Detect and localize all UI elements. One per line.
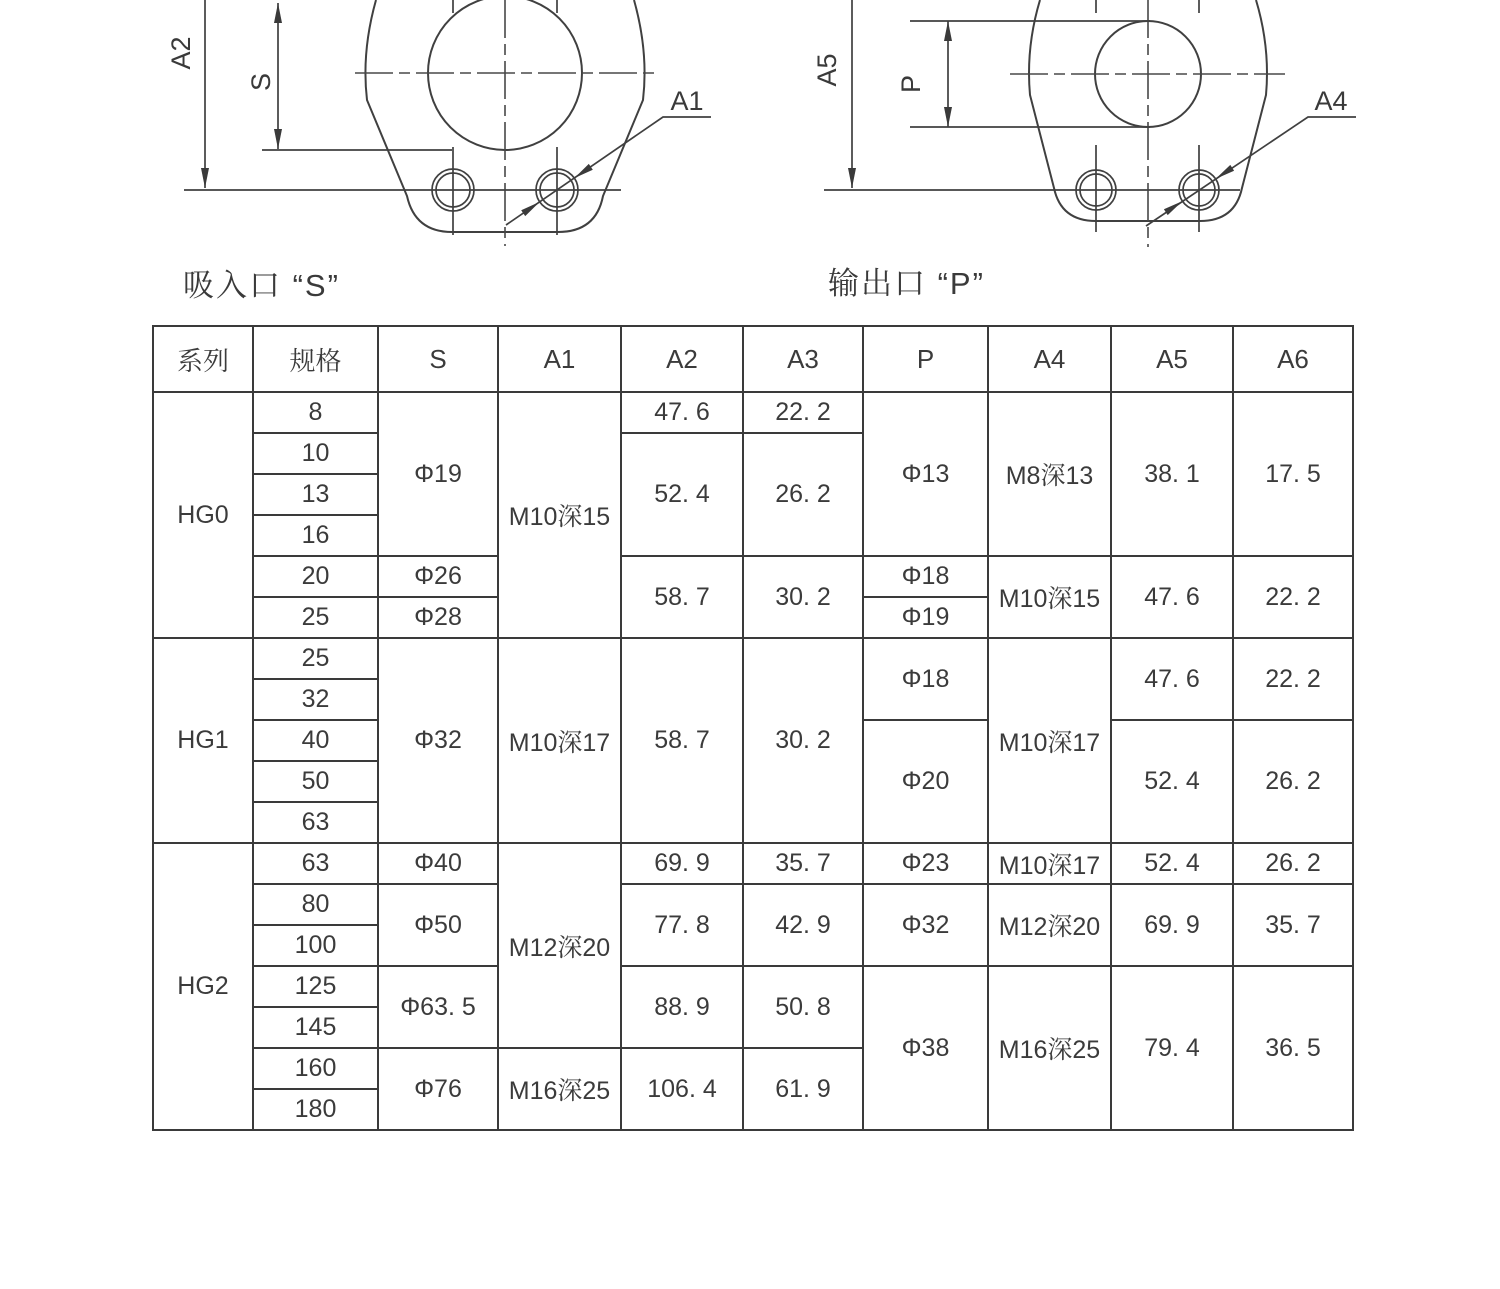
table-cell: Φ19 [378,392,498,556]
suction-port-caption: 吸入口 “S” [183,268,340,303]
column-header: S [378,326,498,392]
dimension-a2 [166,0,209,188]
table-body [153,392,1353,1130]
table-cell: 52. 4 [1111,843,1233,884]
table-cell: 160 [253,1048,378,1089]
output-port-drawing [812,0,1356,247]
dim-label-p: P [896,74,926,94]
table-row [153,638,1353,679]
table-cell: 13 [253,474,378,515]
bolt-hole-left [432,147,474,235]
table-cell: 36. 5 [1233,966,1353,1130]
column-header: A5 [1111,326,1233,392]
table-cell: 17. 5 [1233,392,1353,556]
dimension-p [896,21,952,127]
column-header: A4 [988,326,1111,392]
table-cell: 180 [253,1089,378,1130]
table-cell: M10深17 [498,638,621,843]
table-cell: Φ63. 5 [378,966,498,1048]
table-cell: Φ76 [378,1048,498,1130]
table-cell: 47. 6 [621,392,743,433]
table-cell: 52. 4 [1111,720,1233,843]
table-cell: 26. 2 [1233,720,1353,843]
table-cell: 22. 2 [1233,556,1353,638]
output-port-caption: 输出口 “P” [828,266,985,301]
table-cell: Φ18 [863,556,988,597]
table-cell: 25 [253,597,378,638]
table-cell: 20 [253,556,378,597]
table-cell: 125 [253,966,378,1007]
leader-label-a4: A4 [1314,86,1348,116]
table-cell: Φ19 [863,597,988,638]
table-header-row [153,326,1353,392]
table-cell: 50 [253,761,378,802]
table-cell: 35. 7 [743,843,863,884]
table-cell: 88. 9 [621,966,743,1048]
table-cell: M8深13 [988,392,1111,556]
table-cell: 61. 9 [743,1048,863,1130]
table-cell: 38. 1 [1111,392,1233,556]
table-cell: Φ20 [863,720,988,843]
table-cell: 100 [253,925,378,966]
table-cell: 47. 6 [1111,556,1233,638]
table-cell: 26. 2 [743,433,863,556]
column-header: P [863,326,988,392]
table-cell: Φ38 [863,966,988,1130]
table-cell: Φ50 [378,884,498,966]
table-cell: 30. 2 [743,638,863,843]
table-cell: Φ40 [378,843,498,884]
table-cell: M10深17 [988,638,1111,843]
table-cell: 8 [253,392,378,433]
table-cell: 16 [253,515,378,556]
table-cell: 69. 9 [621,843,743,884]
table-header [153,326,1353,392]
table-cell: 63 [253,802,378,843]
bolt-hole-right [536,147,578,235]
table-row [153,966,1353,1007]
table-row [153,556,1353,597]
table-row [153,843,1353,884]
table-cell: 145 [253,1007,378,1048]
table-cell: Φ18 [863,638,988,720]
column-header: 规格 [253,326,378,392]
table-cell: Φ32 [863,884,988,966]
dimension-table [152,325,1354,1131]
column-header: A2 [621,326,743,392]
table-cell: 22. 2 [743,392,863,433]
table-cell: Φ26 [378,556,498,597]
table-cell: 106. 4 [621,1048,743,1130]
suction-port-drawing [166,0,711,246]
table-cell: Φ32 [378,638,498,843]
table-cell: 35. 7 [1233,884,1353,966]
table-cell: 58. 7 [621,556,743,638]
table-cell: 50. 8 [743,966,863,1048]
table-cell: 63 [253,843,378,884]
table-cell: 25 [253,638,378,679]
table-cell: 40 [253,720,378,761]
table-cell: HG2 [153,843,253,1130]
table-cell: 69. 9 [1111,884,1233,966]
table-cell: M10深17 [988,843,1111,884]
column-header: A3 [743,326,863,392]
table-cell: Φ28 [378,597,498,638]
column-header: A1 [498,326,621,392]
table-cell: Φ23 [863,843,988,884]
table-cell: M10深15 [988,556,1111,638]
table-cell: 32 [253,679,378,720]
table-cell: 79. 4 [1111,966,1233,1130]
table-cell: 10 [253,433,378,474]
table-cell: M16深25 [988,966,1111,1130]
table-row [153,884,1353,925]
table-cell: 77. 8 [621,884,743,966]
table-cell: M12深20 [498,843,621,1048]
column-header: A6 [1233,326,1353,392]
table-cell: 26. 2 [1233,843,1353,884]
dim-label-s: S [246,72,276,92]
table-cell: 30. 2 [743,556,863,638]
table-cell: 58. 7 [621,638,743,843]
table-cell: 47. 6 [1111,638,1233,720]
table-row [153,392,1353,433]
table-cell: HG1 [153,638,253,843]
table-cell: M16深25 [498,1048,621,1130]
table-cell: M10深15 [498,392,621,638]
table-cell: 22. 2 [1233,638,1353,720]
table-cell: 52. 4 [621,433,743,556]
table-cell: Φ13 [863,392,988,556]
dim-label-a2: A2 [166,36,196,70]
dimension-s [246,3,282,149]
dim-label-a5: A5 [812,53,842,87]
leader-a4 [1146,86,1356,226]
table-cell: 80 [253,884,378,925]
leader-label-a1: A1 [670,86,704,116]
dimension-a5 [812,0,856,188]
column-header: 系列 [153,326,253,392]
table-cell: 42. 9 [743,884,863,966]
leader-a1 [506,86,711,225]
table-cell: M12深20 [988,884,1111,966]
table-cell: HG0 [153,392,253,638]
